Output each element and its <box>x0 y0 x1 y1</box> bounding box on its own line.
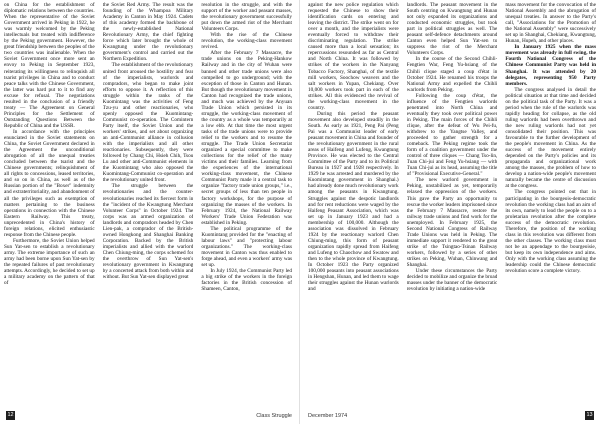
right-page-footer <box>300 408 600 420</box>
paragraph: Furthermore, the Soviet Union helped Sun Yat-sen to establish a revolutionary army. The extreme importance of such an army had been borne upon Sun Yat-sen by the repeated failures of past revolutionary attempts. Accordingly, he decided to set up a military academy on the pattern of that of <box>4 237 95 287</box>
left-running-head: Class Struggle <box>256 413 292 419</box>
paragraph: The struggle between the revolutionaries and the counter-revolutionaries reached its fiercest form in the "incident of the Kwangtung Merchant Volunteer Corps" in October 1924. The corps was an armed organization of landlords and compradors headed by Chen Lien-pak, a comprador of the British-owned Hongkong and Shanghai Banking Corporation. Backed by the British imperialists and allied with the warlord Chen Chiung-ming, the corps schemed for the overthrow of Sun Yat-sen's revolutionary government in Kwangtung by a concerted attack from both within and without. But Sun Yat-sen displayed great <box>102 183 194 281</box>
right-running-head: December 1974 <box>308 413 348 419</box>
right-column-1 <box>308 2 399 402</box>
paragraph: In July 1924, the Communist Party led a big strike of the workers in the foreign factories in the British concession of Shameen, Canton, <box>201 268 292 293</box>
right-page <box>300 0 600 424</box>
paragraph: In the course of the Second Chihli-Fengtien War, Feng Yu-hsiang of the Chihli clique staged a coup d'état in October 1924. He renamed his troops the National Army and expelled the Chihli warlords from Peking. <box>406 56 498 93</box>
paragraph: Under these circumstances the Party decided to mobilize and organize the broad masses under the banner of the democratic revolution by initiating a nation-wide <box>406 268 498 293</box>
left-page-columns <box>4 2 292 402</box>
paragraph: The congress analysed in detail the political situation at that time and decided on the political task of the Party. It was a period when the rule of the warlords was rapidly heading for collapse, as the old ruling warlords had been overthrown and the new ruling warlords had not yet consolidated their position. This was favourable to the further development of the people's movement in China. As the success of the movement entirely depended on the Party's policies and its propaganda and organizational work among the masses, the problem of how to develop a nation-wide people's movement naturally became the centre of discussion at the congress. <box>505 86 596 190</box>
paragraph: mass movement for the convocation of the National Assembly and the abrogation of unequal treaties. In answer to the Party's call, "Associations for the Promotion of the National Assembly" were successively set up in Shanghai, Chekiang, Kwangtung, Hunan, Hupeh, and other places. <box>505 2 596 45</box>
right-page-number: 13 <box>586 412 593 418</box>
right-page-columns <box>308 2 596 402</box>
left-page-footer <box>0 408 300 420</box>
right-column-3 <box>505 2 596 402</box>
paragraph: landlords. The peasant movement in the South centring on Kwangtung and Hunan not only expanded its organizations and conducted economic struggles, but took part in political struggles as well. The peasant self-defence detachments around Canton even helped Sun Yat-sen to suppress the riot of the Merchant Volunteers Corps. <box>406 2 498 57</box>
paragraph: The new warlord government in Peking, unstabilized as yet, temporarily relaxed the oppression of the workers. This gave the Party an opportunity to rescue the worker leaders imprisoned since the February 7 Massacre, restore the railway trade unions and find work for the unemployed. In February 1925, the Second National Congress of Railway Trade Unions was held in Peking. The immediate support it rendered to the great strike of the Tsingtao-Tsinan Railway workers, followed by a series of other strikes on Peking, Wuhan, Chinwang and Shanghai. <box>406 177 498 269</box>
paragraph: During this period the peasant movement also developed steadily in the South. As early as 1921, Peng Pai (Peng Pai was a Communist leader of early peasant movement in China and founder of the revolutionary government in the rural areas of Haifeng and Lufeng, Kwangtung Province. He was elected to the Central Committee of the Party and to its Political Bureau in 1927 and 1928 respectively. In 1929 he was arrested and murdered by the Kuomintang government in Shanghai.) had already done much revolutionary work among the peasants in Kwangtung. Struggles against the despotic landlords and for rent reductions were waged by the Haifeng Peasant Association, which was set up in January 1923 and had a membership of 100,000. Although the association was dissolved in February 1924 by the reactionary warlord Chen Chiung-ming, this form of peasant organization rapidly spread from Haifeng and Lufeng to Chaochow and Swatow and then to the whole province of Kwangtung. In October 1923 the Party organized 100,000 peasants into peasant associations in Hengshan, Hunan, and led them to wage their struggles against the Hunan warlords and <box>308 110 399 293</box>
paragraph: resolution in the struggle, and with the support of the worker and peasant masses, the revolutionary government successfully put down the armed riot of the Merchant Volunteers Corps. <box>201 2 292 33</box>
right-column-2 <box>407 2 498 402</box>
paragraph: In January 1925 when the mass movement was already in full swing, the Fourth National Congress of the Chinese Communist Party was held in Shanghai. It was attended by 20 delegates, representing 950 Party members. <box>505 44 596 87</box>
left-column-2 <box>103 2 194 402</box>
paragraph: In accordance with the principles enunciated in the Soviet statements on China, the Soviet Government declared in the Agreement the unconditional abrogation of all the unequal treaties concluded between the tsarist and the Chinese governments; relinquishment of all rights to concessions, leased territories, and so on in China, as well as of the Russian portion of the "Boxer" indemnity and extraterritoriality, and abandonment of all the privileges such as exemption of matters pertaining to the business operations in connection with the Chinese Eastern Railway. This treaty, unprecedented in China's history of foreign relations, elicited enthusiastic response from the Chinese people. <box>4 128 95 238</box>
paragraph: Following the coup d'état, the influence of the Fengtien warlords penetrated into North China and eventually they took over political power in Peking. The main forces of the Chihli clique, after the defeat of Wu Pei-fu, withdrew to the Yangtse Valley, and proceeded to gather strength for a comeback. The Peking regime took the form of a coalition government under the control of three cliques — Chang Tso-lin, Tuan Chi-jui and Feng Yu-hsiang — with Tuan Chi-jui as its head, assuming the title of "Provisional Executive-General." <box>406 92 498 178</box>
paragraph: the Soviet Red Army. The result was the founding of the Whampoa Military Academy in Canton in May 1924. Cadets of this academy formed the backbone of the newly-established National Revolutionary Army, the chief fighting force which later brought the whole of Kwangtung under the revolutionary government's control and carried out the Northern Expedition. <box>102 2 194 63</box>
left-column-1 <box>4 2 95 402</box>
left-column-3 <box>201 2 292 402</box>
paragraph: With the rise of the Chinese revolution, the working-class movement revived. <box>201 32 292 51</box>
paragraph: The establishment of the revolutionary united front aroused the hostility and fear of the imperialists, warlords and compradors, who began to make joint efforts to oppose it. A reflection of this struggle within the ranks of the Kuomintang was the activities of Feng Tzu-yu and other reactionaries, who openly opposed the Kuomintang-Communist co-operation. The Comintern Party itself, the Soviet Union and the workers' strikes, and set about organizing an anti-Communist alliance in collusion with the imperialists and all other reactionaries. Subsequently, they were followed by Chang Chi, Hsieh Chih, Tsou Lu and other anti-Communist elements in the Kuomintang who also opposed the Kuomintang-Communist co-operation and the revolutionary united front. <box>102 62 194 184</box>
paragraph: against the new police regulation which requested the Chinese to show their identification cards on entering and leaving the district. The strike went on for over a month, and the imperialists were eventually forced to withdraw their discriminating regulation. The strike caused more than a local sensation; its repercussions resounded as far as Central and North China. It was followed by strikes of the workers in the Nanyang Tobacco Factory, Shanghai, of the textile mill workers, Soochow weavers and the salt workers in Yupan, Chekiang. Over 10,000 workers took part in each of the strikes. All this evidenced the revival of the working-class movement in the country. <box>308 2 399 111</box>
paragraph: on China for the establishment of diplomatic relations between the countries. When the representative of the Soviet Government arrived in Peking in 1922, he was warmly welcomed by the Peking intellectuals but treated with indifference by the Peking government. However, the great friendship between the peoples of the two countries was inalienable. When the Soviet Government once more sent an envoy to Peking in September 1923, reiterating its willingness to relinquish all tsarist privileges in China and to conduct peace talks with the Chinese Government, the latter was hard put to it to find any excuse for refusal. The negotiations resulted in the conclusion of a friendly treaty — The Agreement on General Principles for the Settlement of Outstanding Questions Between the Republic of China and the USSR. <box>4 2 95 129</box>
paragraph: After the February 7 Massacre, the trade unions on the Peking-Hankow Railway and in the city of Wuhan were banned and other trade unions were also compelled to go underground; with the exception of those in Canton and Hunan. But though the revolutionary movement in Canton had recognized the trade unions, and much was achieved by the Anyuan Trade Union which persisted in its struggle, the working-class movement of the country as a whole was temporarily at a low ebb. At that time the most urgent tasks of the trade unions were to provide relief to the workers and to resume the struggle. The Trade Union Secretariat organized a special committee to make collections for the relief of the many victims and their families. Learning from the experiences of the international working-class movement, the Chinese Communist Party made it a central task to organize "factory trade union groups," i.e., secret groups of less than ten people in factory workshops, for the purpose of organizing the masses of the workers. In February 1924, the National Railway Workers' Trade Union Federation was established in Peking. <box>201 50 292 226</box>
left-page-number: 12 <box>7 412 14 418</box>
paragraph: The political programme of the Kuomintang provided for the "enacting of labour laws" and "protecting labour organizations." The working-class movement in Canton was thus enabled to forge ahead, and even a workers' army was set up. <box>201 225 292 269</box>
paragraph: The congress pointed out that in participating in the bourgeois-democratic revolution the working class had an aim of its own, namely to lead the people on to a proletarian revolution after the complete success of the democratic revolution. Therefore, the position of the working class in this revolution was different from the other classes. The working class must not be an appendage to the bourgeoisie, but keep its own independence and aims. Only with the working class assuming the leadership could the Chinese democratic revolution score a complete victory. <box>505 189 596 275</box>
